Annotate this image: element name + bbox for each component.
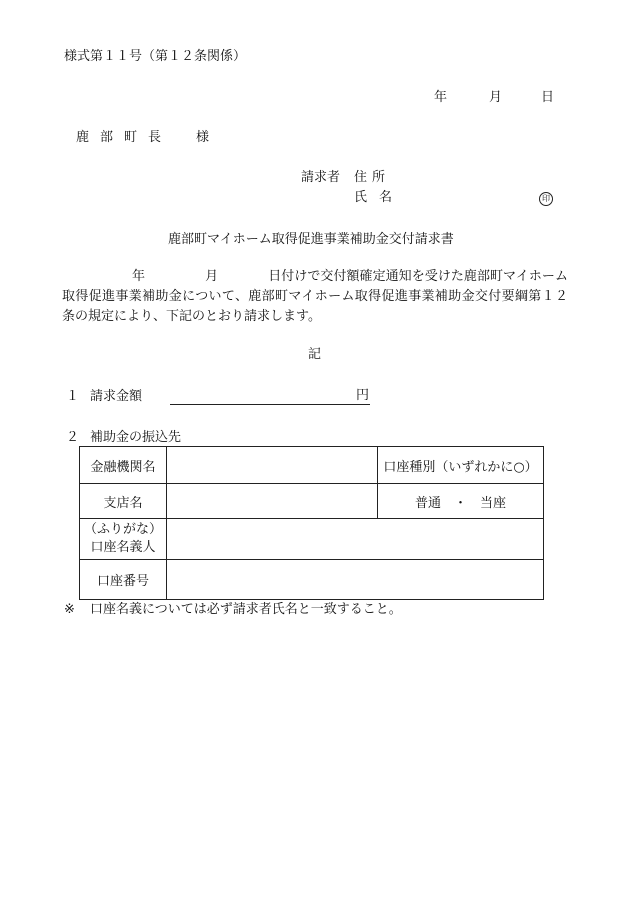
body-text: 日付けで交付額確定通知を受けた鹿部町マイホーム取得促進事業補助金について、鹿部町マイホーム取得促進事業補助金交付要綱第１２条の規定により、下記のとおり請求します。 bbox=[62, 269, 568, 324]
body-month: 月 bbox=[205, 269, 219, 284]
name-label: 氏名 bbox=[354, 190, 405, 205]
note-text: 口座名義については必ず請求者氏名と一致すること。 bbox=[90, 602, 402, 617]
form-number: 様式第１１号（第１２条関係） bbox=[64, 49, 247, 64]
item2-number: ２ bbox=[66, 430, 80, 445]
bank-transfer-table bbox=[79, 446, 544, 600]
item2-label: 補助金の振込先 bbox=[90, 430, 182, 445]
institution-label: 金融機関名 bbox=[80, 447, 167, 484]
furigana-label: （ふりがな） bbox=[83, 522, 162, 537]
amount-field-line[interactable] bbox=[170, 404, 370, 405]
body-year: 年 bbox=[132, 269, 146, 284]
note-mark: ※ bbox=[64, 602, 75, 617]
account-type-options[interactable]: 普通 ・ 当座 bbox=[378, 484, 544, 519]
note bbox=[64, 603, 402, 616]
holder-label-cell bbox=[80, 519, 167, 560]
item1-number: １ bbox=[66, 389, 80, 404]
yen-unit: 円 bbox=[356, 388, 370, 403]
account-number-label: 口座番号 bbox=[80, 560, 167, 600]
requester-label: 請求者 bbox=[301, 170, 341, 185]
seal-icon bbox=[539, 191, 553, 206]
address-label: 住所 bbox=[354, 170, 391, 185]
date-year-label: 年 bbox=[434, 90, 448, 105]
holder-field[interactable] bbox=[167, 519, 544, 560]
branch-label: 支店名 bbox=[80, 484, 167, 519]
item1-label: 請求金額 bbox=[90, 389, 143, 404]
date-day-label: 日 bbox=[541, 90, 555, 105]
institution-field[interactable] bbox=[167, 447, 378, 484]
document-title: 鹿部町マイホーム取得促進事業補助金交付請求書 bbox=[168, 232, 454, 247]
seal-mark: 印 bbox=[539, 192, 553, 206]
addressee-name: 鹿部町長 bbox=[76, 130, 173, 145]
account-number-field[interactable] bbox=[167, 560, 544, 600]
body-paragraph bbox=[62, 267, 568, 327]
holder-label: 口座名義人 bbox=[90, 540, 156, 555]
date-month-label: 月 bbox=[489, 90, 503, 105]
branch-field[interactable] bbox=[167, 484, 378, 519]
account-type-label: 口座種別（いずれかに○） bbox=[378, 447, 544, 484]
ki-heading: 記 bbox=[308, 347, 322, 362]
addressee-honorific: 様 bbox=[196, 130, 210, 145]
